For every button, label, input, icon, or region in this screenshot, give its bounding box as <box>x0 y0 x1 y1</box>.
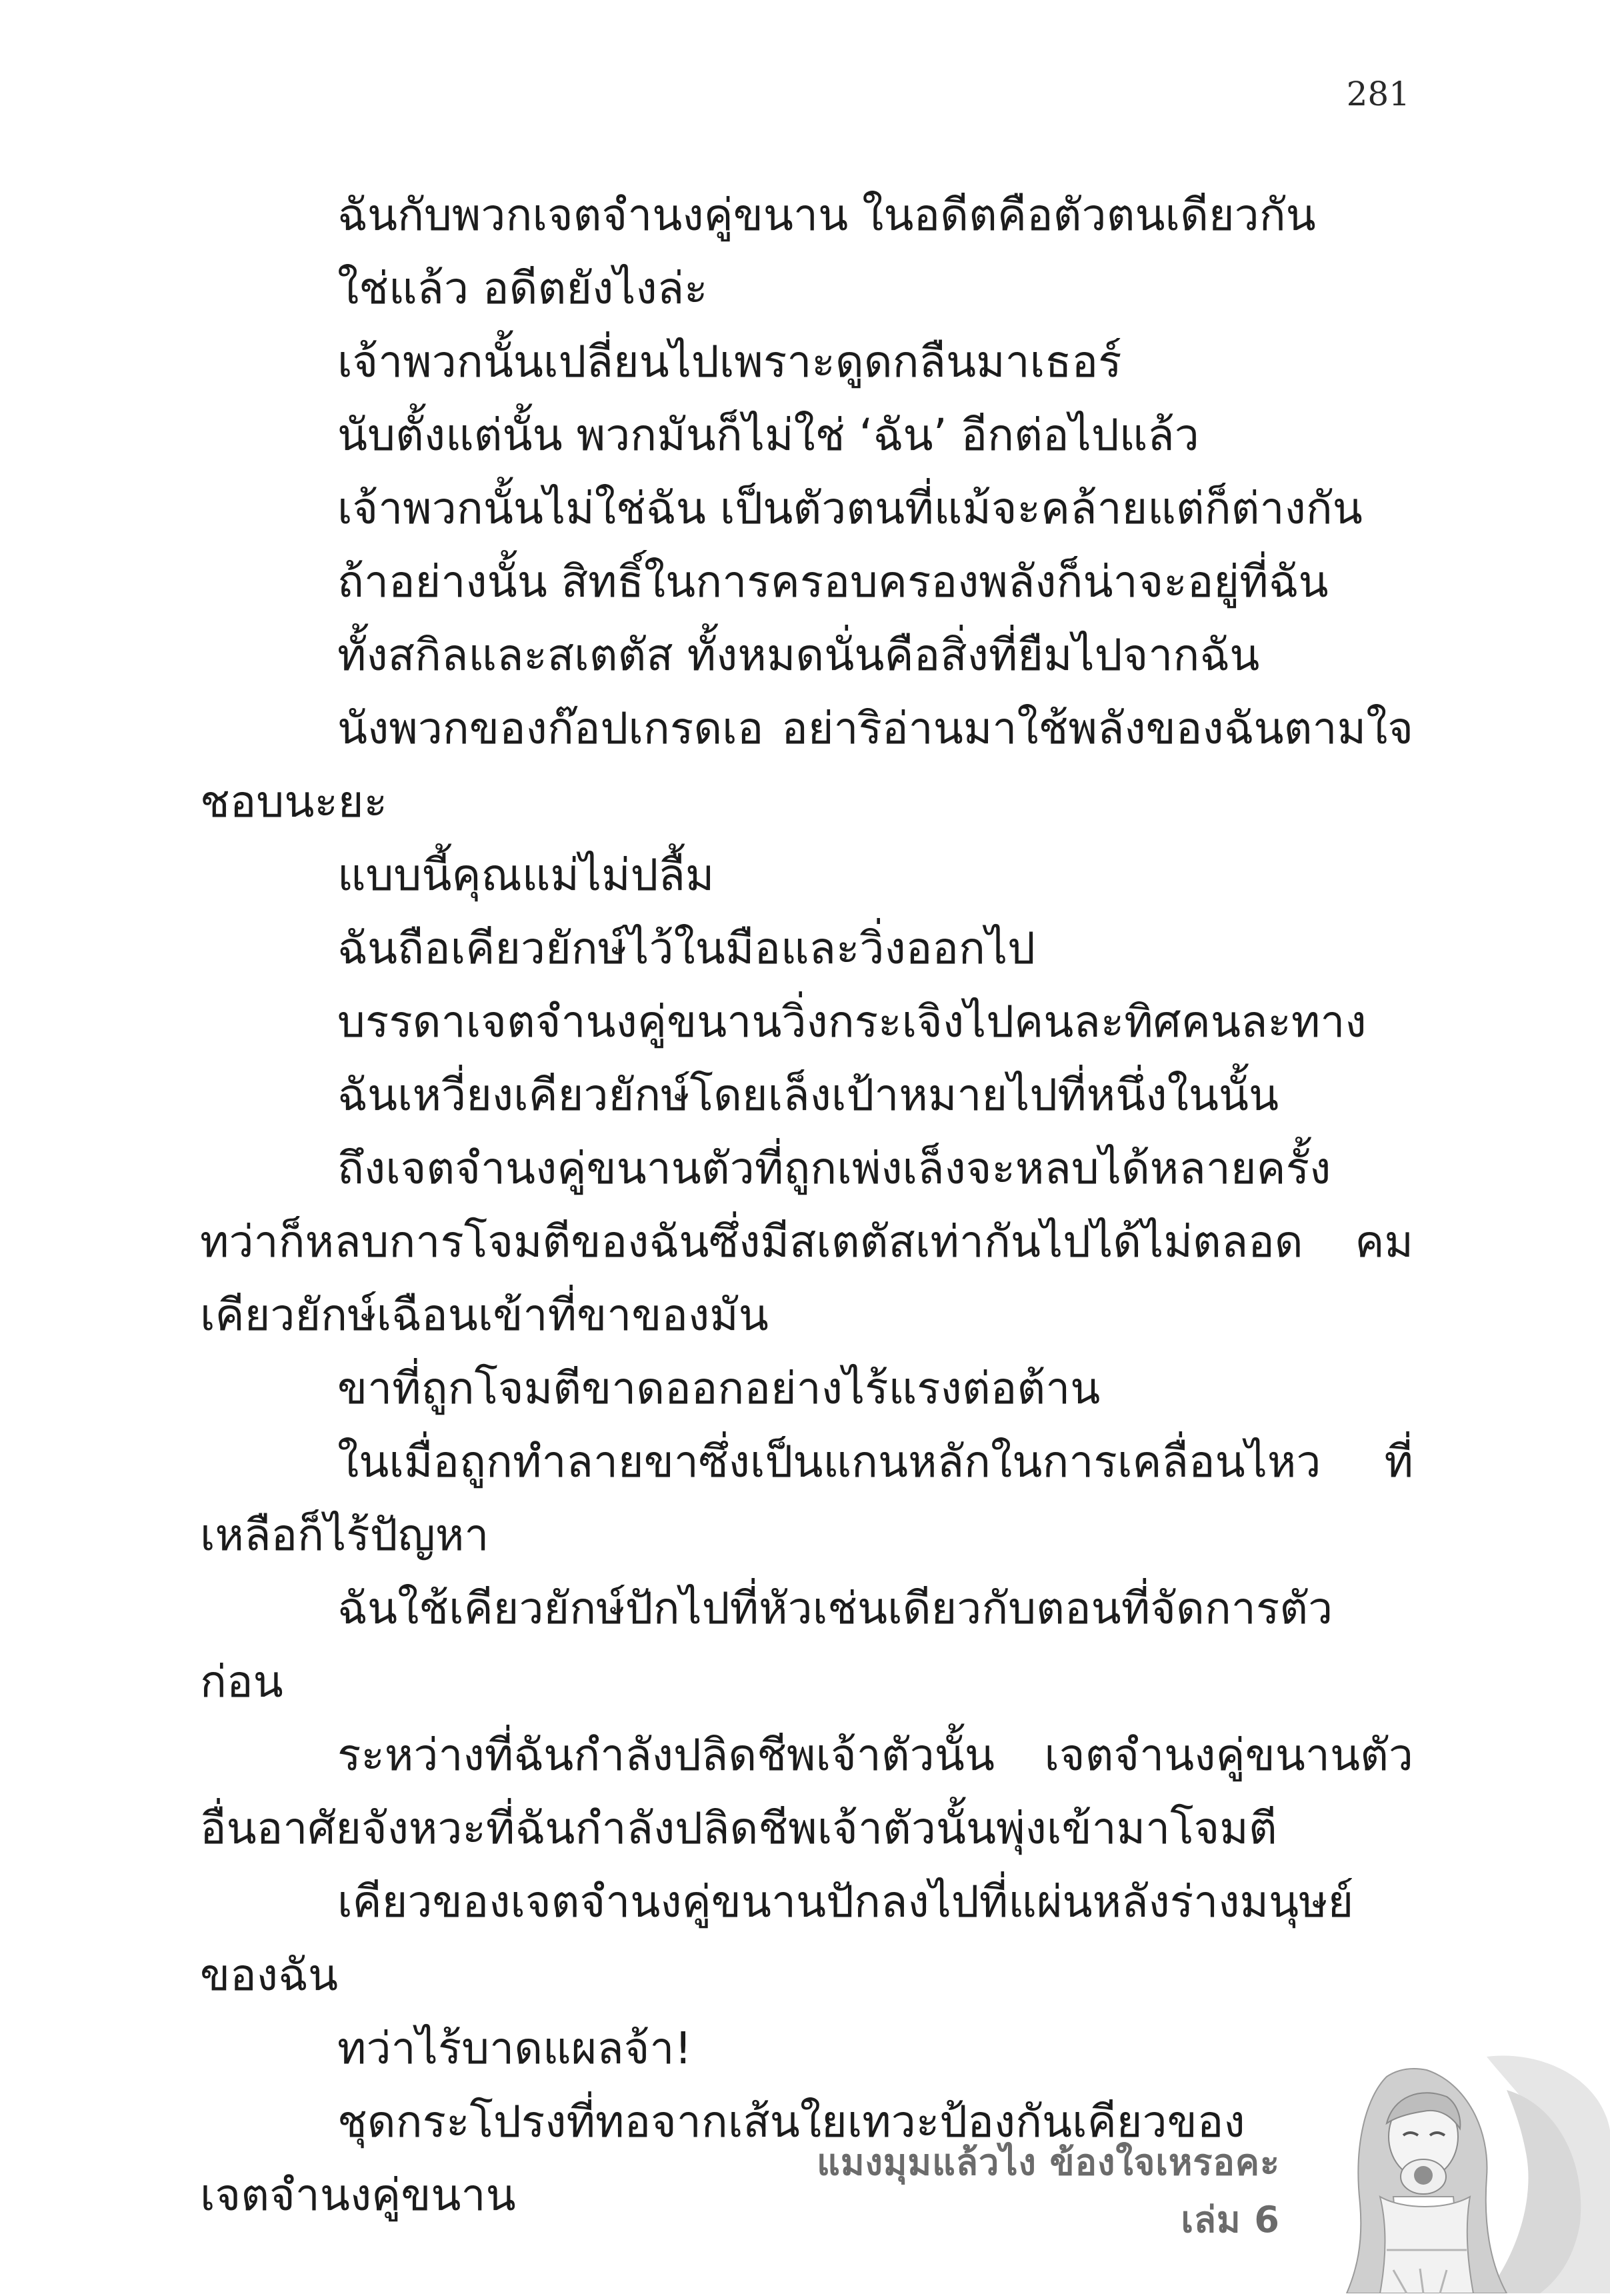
paragraph: ฉันถือเคียวยักษ์ไว้ในมือและวิ่งออกไป <box>337 923 1036 974</box>
character-illustration <box>1287 2050 1610 2293</box>
paragraph: นังพวกของก๊อปเกรดเอ อย่าริอ่านมาใช้พลังของฉันตามใจชอบนะยะ <box>200 703 1413 827</box>
paragraph: เจ้าพวกนั้นไม่ใช่ฉัน เป็นตัวตนที่แม้จะคล้ายแต่ก็ต่างกัน <box>337 483 1363 534</box>
paragraph: เคียวของเจตจำนงคู่ขนานปักลงไปที่แผ่นหลังร่างมนุษย์ของฉัน <box>200 1876 1354 2001</box>
footer-book-title: แมงมุมแล้วไง ข้องใจเหรอคะ เล่ม 6 <box>817 2141 1280 2241</box>
paragraph: นับตั้งแต่นั้น พวกมันก็ไม่ใช่ ‘ฉัน’ อีกต่อไปแล้ว <box>337 409 1199 461</box>
paragraph: ใช่แล้ว อดีตยังไงล่ะ <box>337 263 708 314</box>
paragraph: บรรดาเจตจำนงคู่ขนานวิ่งกระเจิงไปคนละทิศคนละทาง <box>337 996 1367 1047</box>
page-number: 281 <box>1346 75 1410 113</box>
paragraph: เจ้าพวกนั้นเปลี่ยนไปเพราะดูดกลืนมาเธอร์ <box>337 336 1122 387</box>
paragraph: ขาที่ถูกโจมตีขาดออกอย่างไร้แรงต่อต้าน <box>337 1363 1101 1414</box>
body-text <box>200 179 1413 2232</box>
paragraph: ฉันกับพวกเจตจำนงคู่ขนาน ในอดีตคือตัวตนเดียวกัน <box>337 189 1316 241</box>
paragraph: ในเมื่อถูกทำลายขาซึ่งเป็นแกนหลักในการเคลื่อนไหว ที่เหลือก็ไร้ปัญหา <box>200 1436 1413 1561</box>
paragraph: ชุดกระโปรงที่ทอจากเส้นใยเทวะป้องกันเคียวของเจตจำนงคู่ขนาน <box>200 2096 1245 2221</box>
paragraph: ฉันใช้เคียวยักษ์ปักไปที่หัวเช่นเดียวกับตอนที่จัดการตัวก่อน <box>200 1583 1333 1707</box>
paragraph: ถ้าอย่างนั้น สิทธิ์ในการครอบครองพลังก็น่าจะอยู่ที่ฉัน <box>337 556 1329 607</box>
paragraph: ฉันเหวี่ยงเคียวยักษ์โดยเล็งเป้าหมายไปที่หนึ่งในนั้น <box>337 1069 1279 1121</box>
paragraph: ถึงเจตจำนงคู่ขนานตัวที่ถูกเพ่งเล็งจะหลบได้หลายครั้ง ทว่าก็หลบการโจมตีของฉันซึ่งมีสเตตัสเท่ากันไปได้ไม่ตลอด คมเคียวยักษ์เฉือนเข้าที่ขาของมัน <box>200 1143 1413 1341</box>
paragraph: ทว่าไร้บาดแผลจ้า! <box>337 2023 692 2074</box>
paragraph: แบบนี้คุณแม่ไม่ปลื้ม <box>337 849 715 901</box>
paragraph: ทั้งสกิลและสเตตัส ทั้งหมดนั่นคือสิ่งที่ยืมไปจากฉัน <box>337 629 1260 681</box>
paragraph: ระหว่างที่ฉันกำลังปลิดชีพเจ้าตัวนั้น เจตจำนงคู่ขนานตัวอื่นอาศัยจังหวะที่ฉันกำลังปลิดชีพเจ้าตัวนั้นพุ่งเข้ามาโจมตี <box>200 1729 1413 1854</box>
